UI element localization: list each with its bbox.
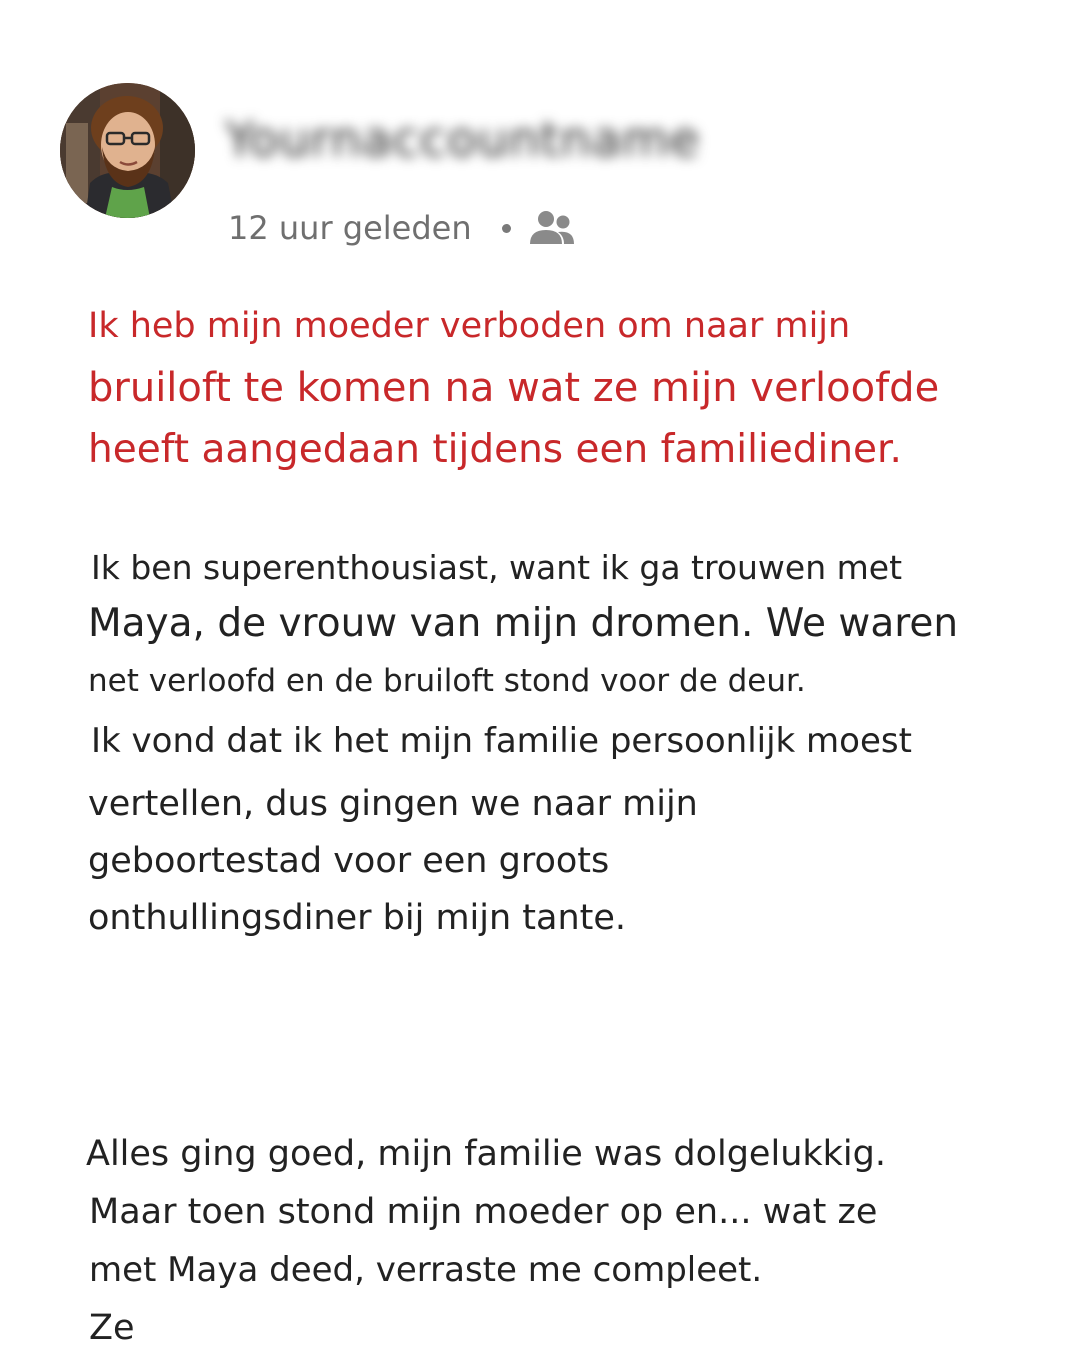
avatar-photo — [60, 83, 195, 218]
paragraph-line: Ze — [89, 1308, 135, 1348]
paragraph-line: met Maya deed, verraste me compleet. — [89, 1250, 763, 1290]
post-headline — [88, 300, 988, 476]
post-paragraph-1 — [88, 544, 1028, 946]
paragraph-line: onthullingsdiner bij mijn tante. — [88, 898, 627, 938]
post-paragraph-2 — [86, 1126, 1026, 1358]
paragraph-line: geboortestad voor een groots — [88, 841, 610, 881]
paragraph-line: net verloofd en de bruiloft stond voor de deur. — [88, 663, 806, 699]
headline-line: Ik heb mijn moeder verboden om naar mijn — [88, 306, 851, 346]
headline-line: bruiloft te komen na wat ze mijn verloofde — [88, 365, 940, 411]
post-timestamp[interactable]: 12 uur geleden — [228, 209, 472, 247]
paragraph-line: Alles ging goed, mijn familie was dolgelukkig. — [86, 1134, 886, 1174]
separator-dot — [502, 224, 511, 233]
friends-audience-icon[interactable] — [528, 208, 576, 248]
paragraph-line: Ik vond dat ik het mijn familie persoonlijk moest — [91, 721, 912, 761]
paragraph-line: vertellen, dus gingen we naar mijn — [88, 784, 698, 824]
post-meta — [228, 204, 576, 252]
avatar[interactable] — [60, 83, 195, 218]
post-header — [0, 0, 1080, 270]
paragraph-line: Maya, de vrouw van mijn dromen. We waren — [88, 601, 959, 646]
paragraph-line: Ik ben superenthousiast, want ik ga trouwen met — [91, 548, 903, 587]
author-name[interactable]: Yournaccountname — [225, 112, 701, 168]
headline-line: heeft aangedaan tijdens een familiediner. — [88, 427, 902, 472]
paragraph-line: Maar toen stond mijn moeder op en... wat ze — [89, 1192, 878, 1232]
